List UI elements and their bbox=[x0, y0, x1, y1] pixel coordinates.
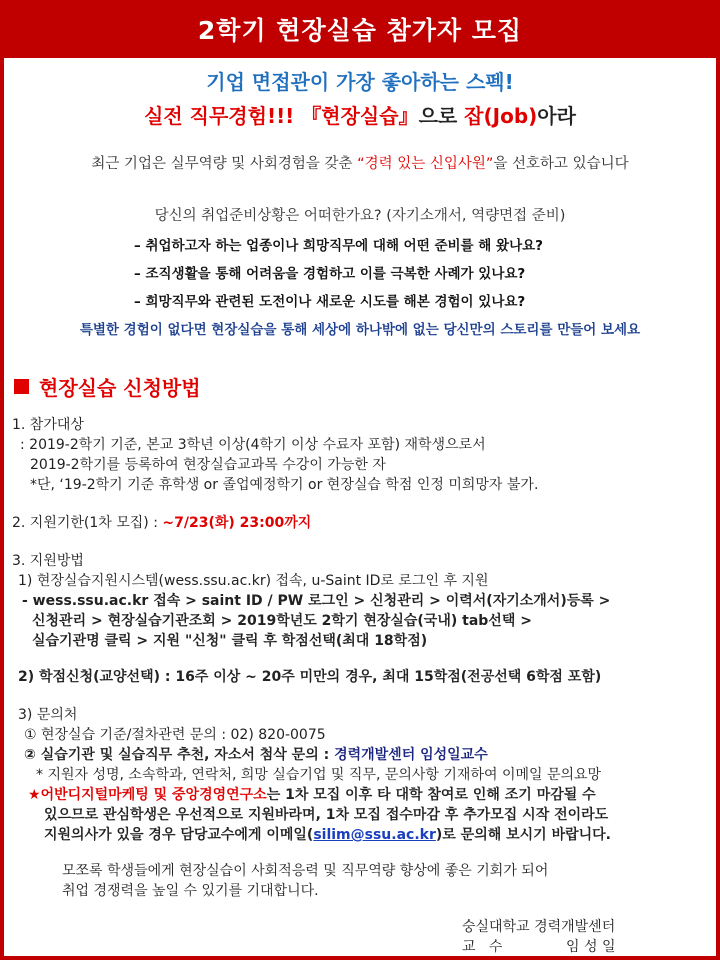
deadline-label: 2. 지원기한(1차 모집) : bbox=[12, 515, 163, 531]
headline-red-part3: 잡(Job) bbox=[464, 104, 538, 128]
headline-red-part1: 실전 직무경험!!! 『현장실습』 bbox=[144, 104, 419, 128]
headline-red-part4: 아라 bbox=[537, 104, 576, 128]
questions-heading: 당신의 취업준비상황은 어떠한가요? (자기소개서, 역량면접 준비) bbox=[154, 208, 566, 224]
notice-text-3a: 지원의사가 있을 경우 담당교수에게 이메일( bbox=[44, 827, 314, 843]
intro-highlight: “경력 있는 신입사원” bbox=[357, 156, 494, 172]
contact-2-value: 경력개발센터 임성일교수 bbox=[334, 747, 488, 763]
page-title: 2학기 현장실습 참가자 모집 bbox=[197, 16, 523, 45]
signature-name: 임 성 일 bbox=[566, 939, 616, 955]
method-step-2: 2) 학점신청(교양선택) : 16주 이상 ~ 20주 미만의 경우, 최대 15학점(전공선택 6학점 포함) bbox=[18, 669, 602, 685]
method-step-1-detail-1: - wess.ssu.ac.kr 접속 > saint ID / PW 로그인 > 신청관리 > 이력서(자기소개서)등록 > bbox=[22, 593, 611, 609]
notice-line-1 bbox=[28, 784, 596, 804]
section-title-text: 현장실습 신청방법 bbox=[39, 376, 201, 400]
intro-before: 최근 기업은 실무역량 및 사회경험을 갖춘 bbox=[91, 156, 358, 172]
eligibility-line-3: *단, ‘19-2학기 기준 휴학생 or 졸업예정학기 or 현장실습 학점 인정 미희망자 불가. bbox=[30, 477, 539, 493]
contact-2-label: ② 실습기관 및 실습직무 추천, 자소서 첨삭 문의 : bbox=[24, 747, 335, 763]
signature-role: 교 수 bbox=[462, 939, 503, 955]
deadline bbox=[12, 512, 311, 532]
contact-1: ① 현장실습 기준/절차관련 문의 : 02) 820-0075 bbox=[24, 727, 326, 743]
method-step-1: 1) 현장실습지원시스템(wess.ssu.ac.kr) 접속, u-Saint ID로 로그인 후 지원 bbox=[18, 573, 489, 589]
method-title: 3. 지원방법 bbox=[12, 553, 84, 569]
deadline-value: ~7/23(화) 23:00까지 bbox=[162, 515, 312, 531]
intro-after: 을 선호하고 있습니다 bbox=[493, 156, 629, 172]
notice-line-2: 있으므로 관심학생은 우선적으로 지원바라며, 1차 모집 접수마감 후 추가모집 시작 전이라도 bbox=[44, 807, 609, 823]
notice-text-3b: )로 문의해 보시기 바랍니다. bbox=[435, 827, 611, 843]
contact-2 bbox=[24, 744, 488, 764]
headline-blue: 기업 면접관이 가장 좋아하는 스펙! bbox=[206, 70, 514, 94]
closing-line-1: 모쪼록 학생들에게 현장실습이 사회적응력 및 직무역량 향상에 좋은 기회가 되어 bbox=[62, 863, 549, 879]
question-item-2: – 조직생활을 통해 어려움을 경험하고 이를 극복한 사례가 있나요? bbox=[134, 266, 526, 282]
method-step-1-detail-2: 신청관리 > 현장실습기관조회 > 2019학년도 2학기 현장실습(국내) tab선택 > bbox=[32, 613, 532, 629]
page-title-banner bbox=[0, 0, 720, 58]
eligibility-line-1: : 2019-2학기 기준, 본교 3학년 이상(4학기 이상 수료자 포함) 재학생으로서 bbox=[20, 437, 486, 453]
headline-red-part2: 으로 bbox=[418, 104, 465, 128]
eligibility-title: 1. 참가대상 bbox=[12, 417, 84, 433]
square-bullet-icon bbox=[14, 379, 29, 394]
star-icon: ★ bbox=[28, 787, 41, 803]
method-step-3: 3) 문의처 bbox=[18, 707, 78, 723]
eligibility-line-2: 2019-2학기를 등록하여 현장실습교과목 수강이 가능한 자 bbox=[30, 457, 386, 473]
intro-text bbox=[0, 152, 720, 173]
closing-line-2: 취업 경쟁력을 높일 수 있기를 기대합니다. bbox=[62, 883, 319, 899]
notice-company: 어반디지털마케팅 및 중앙경영연구소 bbox=[40, 787, 267, 803]
notice-line-3 bbox=[44, 824, 611, 844]
contact-2-note: * 지원자 성명, 소속학과, 연락처, 희망 실습기업 및 직무, 문의사항 기재하여 이메일 문의요망 bbox=[36, 767, 602, 783]
email-link[interactable]: silim@ssu.ac.kr bbox=[313, 827, 436, 843]
question-item-1: – 취업하고자 하는 업종이나 희망직무에 대해 어떤 준비를 해 왔나요? bbox=[134, 238, 543, 254]
section-title bbox=[14, 372, 201, 401]
question-item-3: – 희망직무와 관련된 도전이나 새로운 시도를 해본 경험이 있나요? bbox=[134, 294, 526, 310]
signature-org: 숭실대학교 경력개발센터 bbox=[462, 919, 616, 935]
method-step-1-detail-3: 실습기관명 클릭 > 지원 "신청" 클릭 후 학점선택(최대 18학점) bbox=[32, 633, 428, 649]
notice-text-1: 는 1차 모집 이후 타 대학 참여로 인해 조기 마감될 수 bbox=[266, 787, 596, 803]
encouragement-text: 특별한 경험이 없다면 현장실습을 통해 세상에 하나밖에 없는 당신만의 스토리를 만들어 보세요 bbox=[79, 322, 641, 338]
headline-red bbox=[0, 100, 720, 129]
